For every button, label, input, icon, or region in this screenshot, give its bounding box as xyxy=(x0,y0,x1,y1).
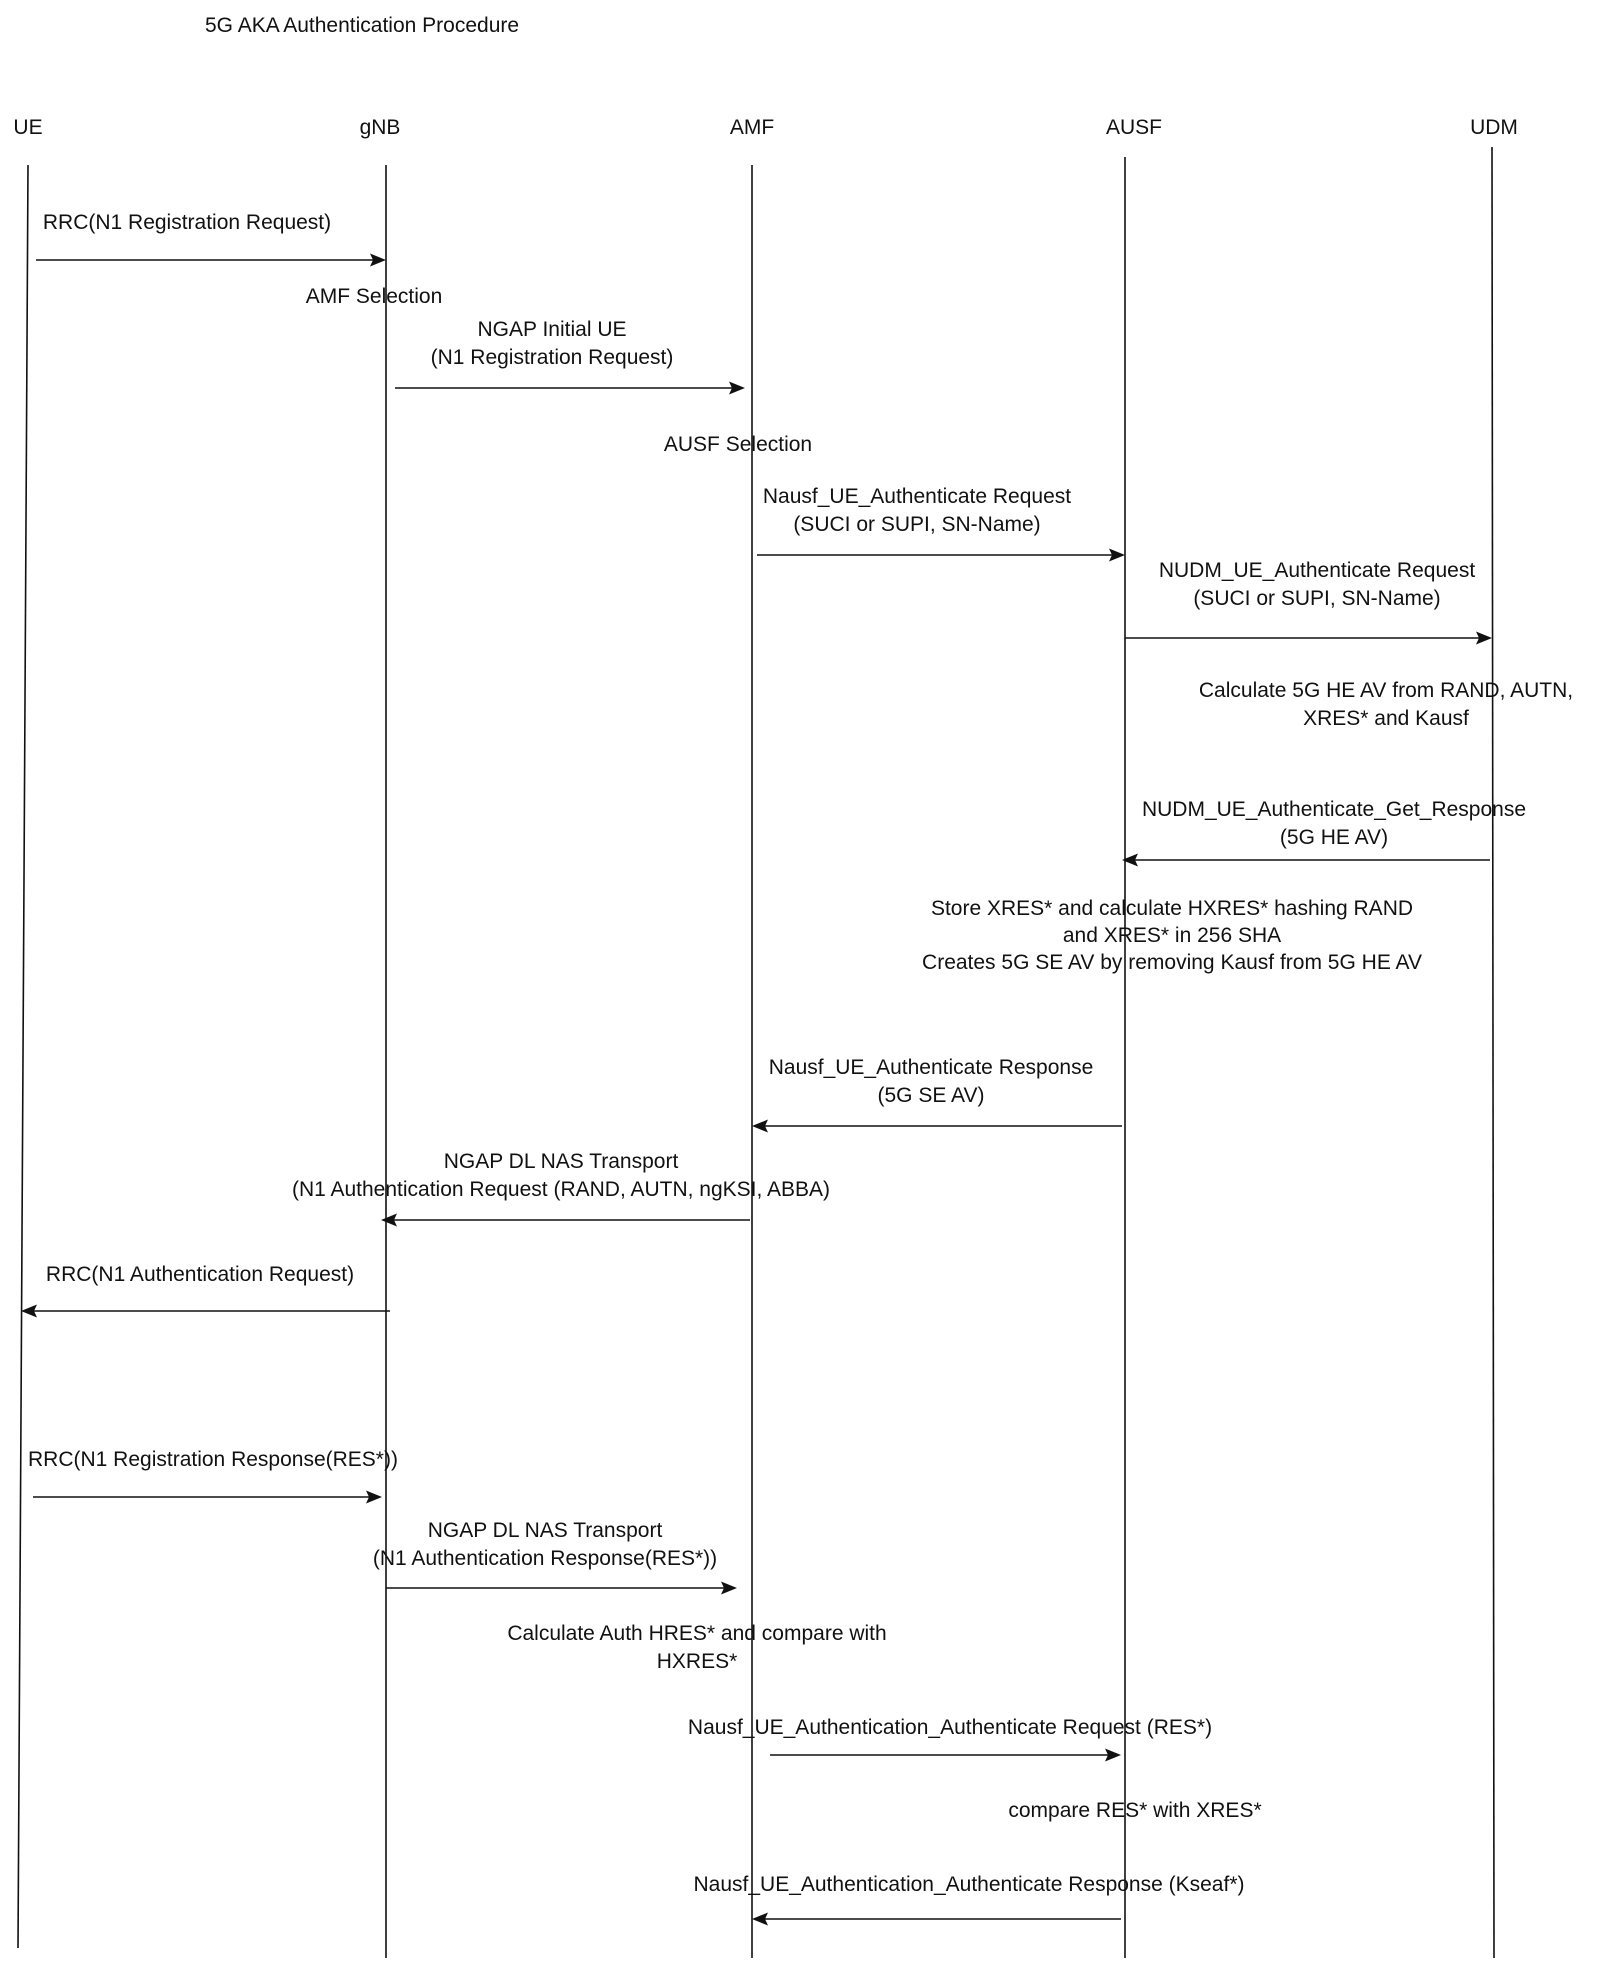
note-4 xyxy=(922,897,1422,974)
message-label-line: RRC(N1 Authentication Request) xyxy=(45,1263,355,1286)
message-label-line: RRC(N1 Registration Request) xyxy=(42,211,332,234)
note-text-line: Calculate 5G HE AV from RAND, AUTN, xyxy=(1198,679,1574,702)
note-text-line: compare RES* with XRES* xyxy=(1008,1799,1262,1822)
message-6 xyxy=(752,1056,1122,1133)
lifelines xyxy=(18,147,1494,1958)
message-2 xyxy=(395,318,745,395)
note-text-line: XRES* and Kausf xyxy=(1303,707,1469,730)
message-label-line: RRC(N1 Registration Response(RES*)) xyxy=(28,1448,398,1471)
message-label-line: (N1 Authentication Response(RES*)) xyxy=(372,1547,718,1570)
message-label-line: (SUCI or SUPI, SN-Name) xyxy=(793,513,1041,536)
message-1 xyxy=(36,211,386,267)
message-9 xyxy=(28,1448,398,1504)
message-12 xyxy=(693,1873,1244,1926)
note-text-line: AUSF Selection xyxy=(663,433,813,456)
message-label-line: Nausf_UE_Authentication_Authenticate Response (Kseaf*) xyxy=(693,1873,1245,1896)
participant-ue-label: UE xyxy=(13,116,43,139)
note-2 xyxy=(664,433,812,456)
message-label-line: (5G SE AV) xyxy=(877,1084,985,1107)
note-text-line: and XRES* in 256 SHA xyxy=(1062,924,1282,947)
message-label-line: (N1 Registration Request) xyxy=(430,346,674,369)
message-label-line: Nausf_UE_Authenticate Request xyxy=(762,485,1072,508)
diagram-title: 5G AKA Authentication Procedure xyxy=(205,14,520,37)
lifeline-udm xyxy=(1492,147,1494,1958)
message-11 xyxy=(688,1716,1212,1762)
note-text-line: Store XRES* and calculate HXRES* hashing RAND xyxy=(930,897,1414,920)
message-label-line: NGAP DL NAS Transport xyxy=(427,1519,663,1542)
message-10 xyxy=(373,1519,737,1595)
participant-gnb-label: gNB xyxy=(359,116,401,139)
message-5 xyxy=(1122,798,1526,867)
participant-amf-label: AMF xyxy=(729,116,775,139)
note-text-line: Calculate Auth HRES* and compare with xyxy=(507,1622,887,1645)
lifeline-ue xyxy=(18,165,28,1948)
participant-udm-label: UDM xyxy=(1470,116,1518,139)
message-label-line: (5G HE AV) xyxy=(1279,826,1389,849)
message-label-line: (SUCI or SUPI, SN-Name) xyxy=(1193,587,1441,610)
message-4 xyxy=(1125,559,1492,645)
message-label-line: NUDM_UE_Authenticate Request xyxy=(1158,559,1476,582)
message-label-line: Nausf_UE_Authenticate Response xyxy=(768,1056,1094,1079)
note-5 xyxy=(507,1622,886,1673)
message-label-line: NGAP DL NAS Transport xyxy=(443,1150,679,1173)
message-7 xyxy=(292,1150,830,1227)
message-label-line: Nausf_UE_Authentication_Authenticate Request (RES*) xyxy=(687,1716,1213,1739)
messages xyxy=(21,211,1526,1926)
note-text-line: HXRES* xyxy=(656,1650,738,1673)
message-3 xyxy=(757,485,1125,562)
note-6 xyxy=(1008,1799,1261,1822)
participants xyxy=(13,116,1518,139)
note-text-line: AMF Selection xyxy=(305,285,443,308)
message-label-line: (N1 Authentication Request (RAND, AUTN, ngKSI, ABBA) xyxy=(291,1178,831,1201)
message-label-line: NUDM_UE_Authenticate_Get_Response xyxy=(1141,798,1527,821)
message-8 xyxy=(21,1263,390,1318)
note-text-line: Creates 5G SE AV by removing Kausf from 5G HE AV xyxy=(922,951,1422,974)
participant-ausf-label: AUSF xyxy=(1105,116,1163,139)
note-1 xyxy=(306,285,443,308)
message-label-line: NGAP Initial UE xyxy=(477,318,627,341)
note-3 xyxy=(1199,679,1573,730)
